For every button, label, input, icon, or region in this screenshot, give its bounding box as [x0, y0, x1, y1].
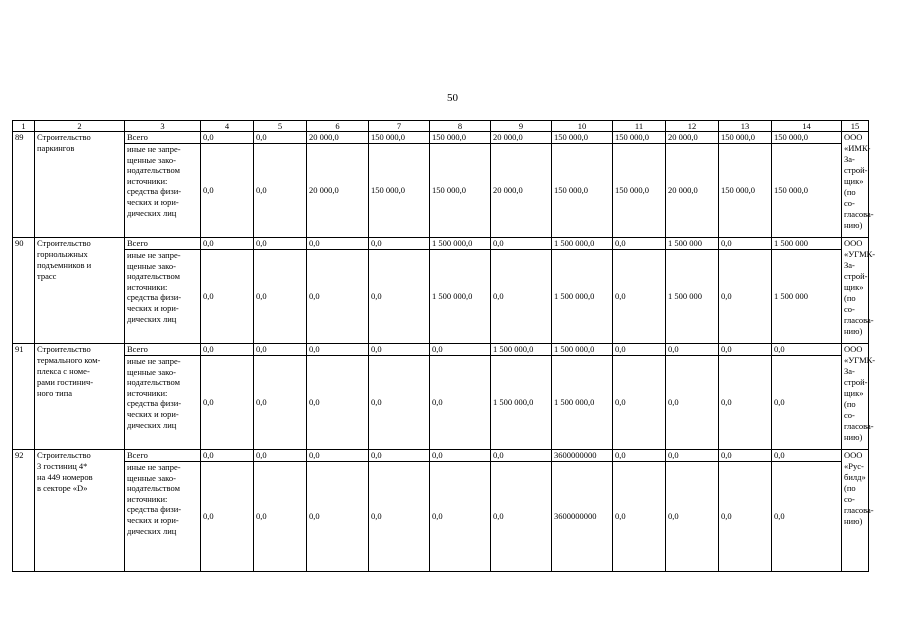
other-value-cell: 3600000000 [552, 462, 613, 572]
total-value-cell: 0,0 [254, 344, 307, 356]
column-number-11: 11 [613, 121, 666, 132]
other-value-cell: 1 500 000,0 [430, 250, 491, 344]
column-number-14: 14 [772, 121, 842, 132]
other-value-cell: 1 500 000,0 [552, 250, 613, 344]
row-number-cell: 92 [13, 450, 35, 572]
other-value-cell: 150 000,0 [719, 144, 772, 238]
column-number-10: 10 [552, 121, 613, 132]
total-value-cell: 0,0 [772, 450, 842, 462]
total-value-cell: 20 000,0 [307, 132, 369, 144]
table-row [13, 250, 869, 344]
executor-cell: ООО «ИМК- За- строй- щик» (по со- гласова- нию) [842, 132, 869, 238]
page-number: 50 [447, 92, 458, 104]
table-row [13, 450, 869, 462]
column-number-9: 9 [491, 121, 552, 132]
other-value-cell: 0,0 [719, 462, 772, 572]
other-value-cell: 0,0 [201, 462, 254, 572]
table-row [13, 462, 869, 572]
executor-cell: ООО «Рус- билд» (по со- гласова- нию) [842, 450, 869, 572]
other-value-cell: 1 500 000,0 [491, 356, 552, 450]
source-total-label: Всего [125, 238, 201, 250]
activity-name-cell: Строительство горнолыжных подъемников и трасс [35, 238, 125, 344]
activity-name-cell: Строительство 3 гостиниц 4* на 449 номеров в секторе «D» [35, 450, 125, 572]
column-number-row [13, 121, 869, 132]
column-number-1: 1 [13, 121, 35, 132]
source-other-label: иные не запре- щенные зако- нодательством источники: средства физи- ческих и юри- дических лиц [125, 144, 201, 238]
other-value-cell: 0,0 [369, 250, 430, 344]
total-value-cell: 0,0 [772, 344, 842, 356]
column-number-15: 15 [842, 121, 869, 132]
total-value-cell: 0,0 [201, 344, 254, 356]
source-other-label: иные не запре- щенные зако- нодательством источники: средства физи- ческих и юри- дических лиц [125, 462, 201, 572]
total-value-cell: 0,0 [430, 344, 491, 356]
source-total-label: Всего [125, 132, 201, 144]
source-other-label: иные не запре- щенные зако- нодательством источники: средства физи- ческих и юри- дических лиц [125, 356, 201, 450]
total-value-cell: 0,0 [369, 238, 430, 250]
source-total-label: Всего [125, 450, 201, 462]
other-value-cell: 150 000,0 [430, 144, 491, 238]
other-value-cell: 0,0 [772, 462, 842, 572]
other-value-cell: 150 000,0 [552, 144, 613, 238]
total-value-cell: 0,0 [613, 450, 666, 462]
column-number-7: 7 [369, 121, 430, 132]
other-value-cell: 150 000,0 [772, 144, 842, 238]
other-value-cell: 0,0 [613, 356, 666, 450]
total-value-cell: 150 000,0 [772, 132, 842, 144]
total-value-cell: 0,0 [613, 238, 666, 250]
other-value-cell: 150 000,0 [369, 144, 430, 238]
total-value-cell: 0,0 [369, 344, 430, 356]
column-number-6: 6 [307, 121, 369, 132]
other-value-cell: 0,0 [491, 250, 552, 344]
total-value-cell: 0,0 [491, 238, 552, 250]
total-value-cell: 150 000,0 [369, 132, 430, 144]
table-row [13, 356, 869, 450]
total-value-cell: 0,0 [201, 132, 254, 144]
other-value-cell: 20 000,0 [666, 144, 719, 238]
table-row [13, 238, 869, 250]
source-other-label: иные не запре- щенные зако- нодательством источники: средства физи- ческих и юри- дических лиц [125, 250, 201, 344]
column-number-13: 13 [719, 121, 772, 132]
other-value-cell: 0,0 [307, 462, 369, 572]
total-value-cell: 1 500 000,0 [552, 344, 613, 356]
table-row [13, 144, 869, 238]
total-value-cell: 3600000000 [552, 450, 613, 462]
total-value-cell: 0,0 [201, 450, 254, 462]
total-value-cell: 20 000,0 [666, 132, 719, 144]
total-value-cell: 0,0 [491, 450, 552, 462]
other-value-cell: 0,0 [254, 462, 307, 572]
other-value-cell: 0,0 [772, 356, 842, 450]
total-value-cell: 0,0 [307, 450, 369, 462]
total-value-cell: 1 500 000,0 [552, 238, 613, 250]
other-value-cell: 0,0 [430, 462, 491, 572]
funding-table [12, 120, 876, 572]
column-number-12: 12 [666, 121, 719, 132]
other-value-cell: 0,0 [719, 250, 772, 344]
other-value-cell: 0,0 [201, 356, 254, 450]
other-value-cell: 0,0 [613, 462, 666, 572]
total-value-cell: 0,0 [307, 238, 369, 250]
total-value-cell: 150 000,0 [430, 132, 491, 144]
other-value-cell: 0,0 [307, 250, 369, 344]
other-value-cell: 20 000,0 [491, 144, 552, 238]
executor-cell: ООО «УГМК- За- строй- щик» (по со- гласова- нию) [842, 238, 869, 344]
other-value-cell: 0,0 [307, 356, 369, 450]
total-value-cell: 0,0 [201, 238, 254, 250]
total-value-cell: 20 000,0 [491, 132, 552, 144]
other-value-cell: 0,0 [201, 144, 254, 238]
column-number-8: 8 [430, 121, 491, 132]
row-number-cell: 91 [13, 344, 35, 450]
table-row [13, 132, 869, 144]
total-value-cell: 1 500 000,0 [430, 238, 491, 250]
table-row [13, 344, 869, 356]
total-value-cell: 0,0 [613, 344, 666, 356]
total-value-cell: 0,0 [666, 450, 719, 462]
other-value-cell: 1 500 000,0 [552, 356, 613, 450]
other-value-cell: 0,0 [369, 462, 430, 572]
column-number-2: 2 [35, 121, 125, 132]
total-value-cell: 1 500 000 [772, 238, 842, 250]
total-value-cell: 0,0 [307, 344, 369, 356]
total-value-cell: 0,0 [719, 450, 772, 462]
other-value-cell: 0,0 [254, 356, 307, 450]
other-value-cell: 0,0 [254, 250, 307, 344]
other-value-cell: 1 500 000 [666, 250, 719, 344]
other-value-cell: 0,0 [719, 356, 772, 450]
other-value-cell: 0,0 [201, 250, 254, 344]
total-value-cell: 0,0 [719, 238, 772, 250]
total-value-cell: 1 500 000 [666, 238, 719, 250]
other-value-cell: 0,0 [369, 356, 430, 450]
total-value-cell: 150 000,0 [719, 132, 772, 144]
row-number-cell: 89 [13, 132, 35, 238]
total-value-cell: 0,0 [369, 450, 430, 462]
total-value-cell: 0,0 [254, 450, 307, 462]
executor-cell: ООО «УГМК- За- строй- щик» (по со- гласова- нию) [842, 344, 869, 450]
column-number-3: 3 [125, 121, 201, 132]
other-value-cell: 150 000,0 [613, 144, 666, 238]
other-value-cell: 20 000,0 [307, 144, 369, 238]
total-value-cell: 0,0 [430, 450, 491, 462]
row-number-cell: 90 [13, 238, 35, 344]
source-total-label: Всего [125, 344, 201, 356]
total-value-cell: 0,0 [719, 344, 772, 356]
total-value-cell: 150 000,0 [613, 132, 666, 144]
other-value-cell: 0,0 [430, 356, 491, 450]
activity-name-cell: Строительство термального ком- плекса с номе- рами гостинич- ного типа [35, 344, 125, 450]
total-value-cell: 0,0 [666, 344, 719, 356]
other-value-cell: 0,0 [491, 462, 552, 572]
other-value-cell: 0,0 [666, 462, 719, 572]
activity-name-cell: Строительство паркингов [35, 132, 125, 238]
other-value-cell: 0,0 [254, 144, 307, 238]
total-value-cell: 1 500 000,0 [491, 344, 552, 356]
total-value-cell: 0,0 [254, 132, 307, 144]
total-value-cell: 0,0 [254, 238, 307, 250]
column-number-5: 5 [254, 121, 307, 132]
column-number-4: 4 [201, 121, 254, 132]
other-value-cell: 0,0 [666, 356, 719, 450]
other-value-cell: 1 500 000 [772, 250, 842, 344]
other-value-cell: 0,0 [613, 250, 666, 344]
total-value-cell: 150 000,0 [552, 132, 613, 144]
